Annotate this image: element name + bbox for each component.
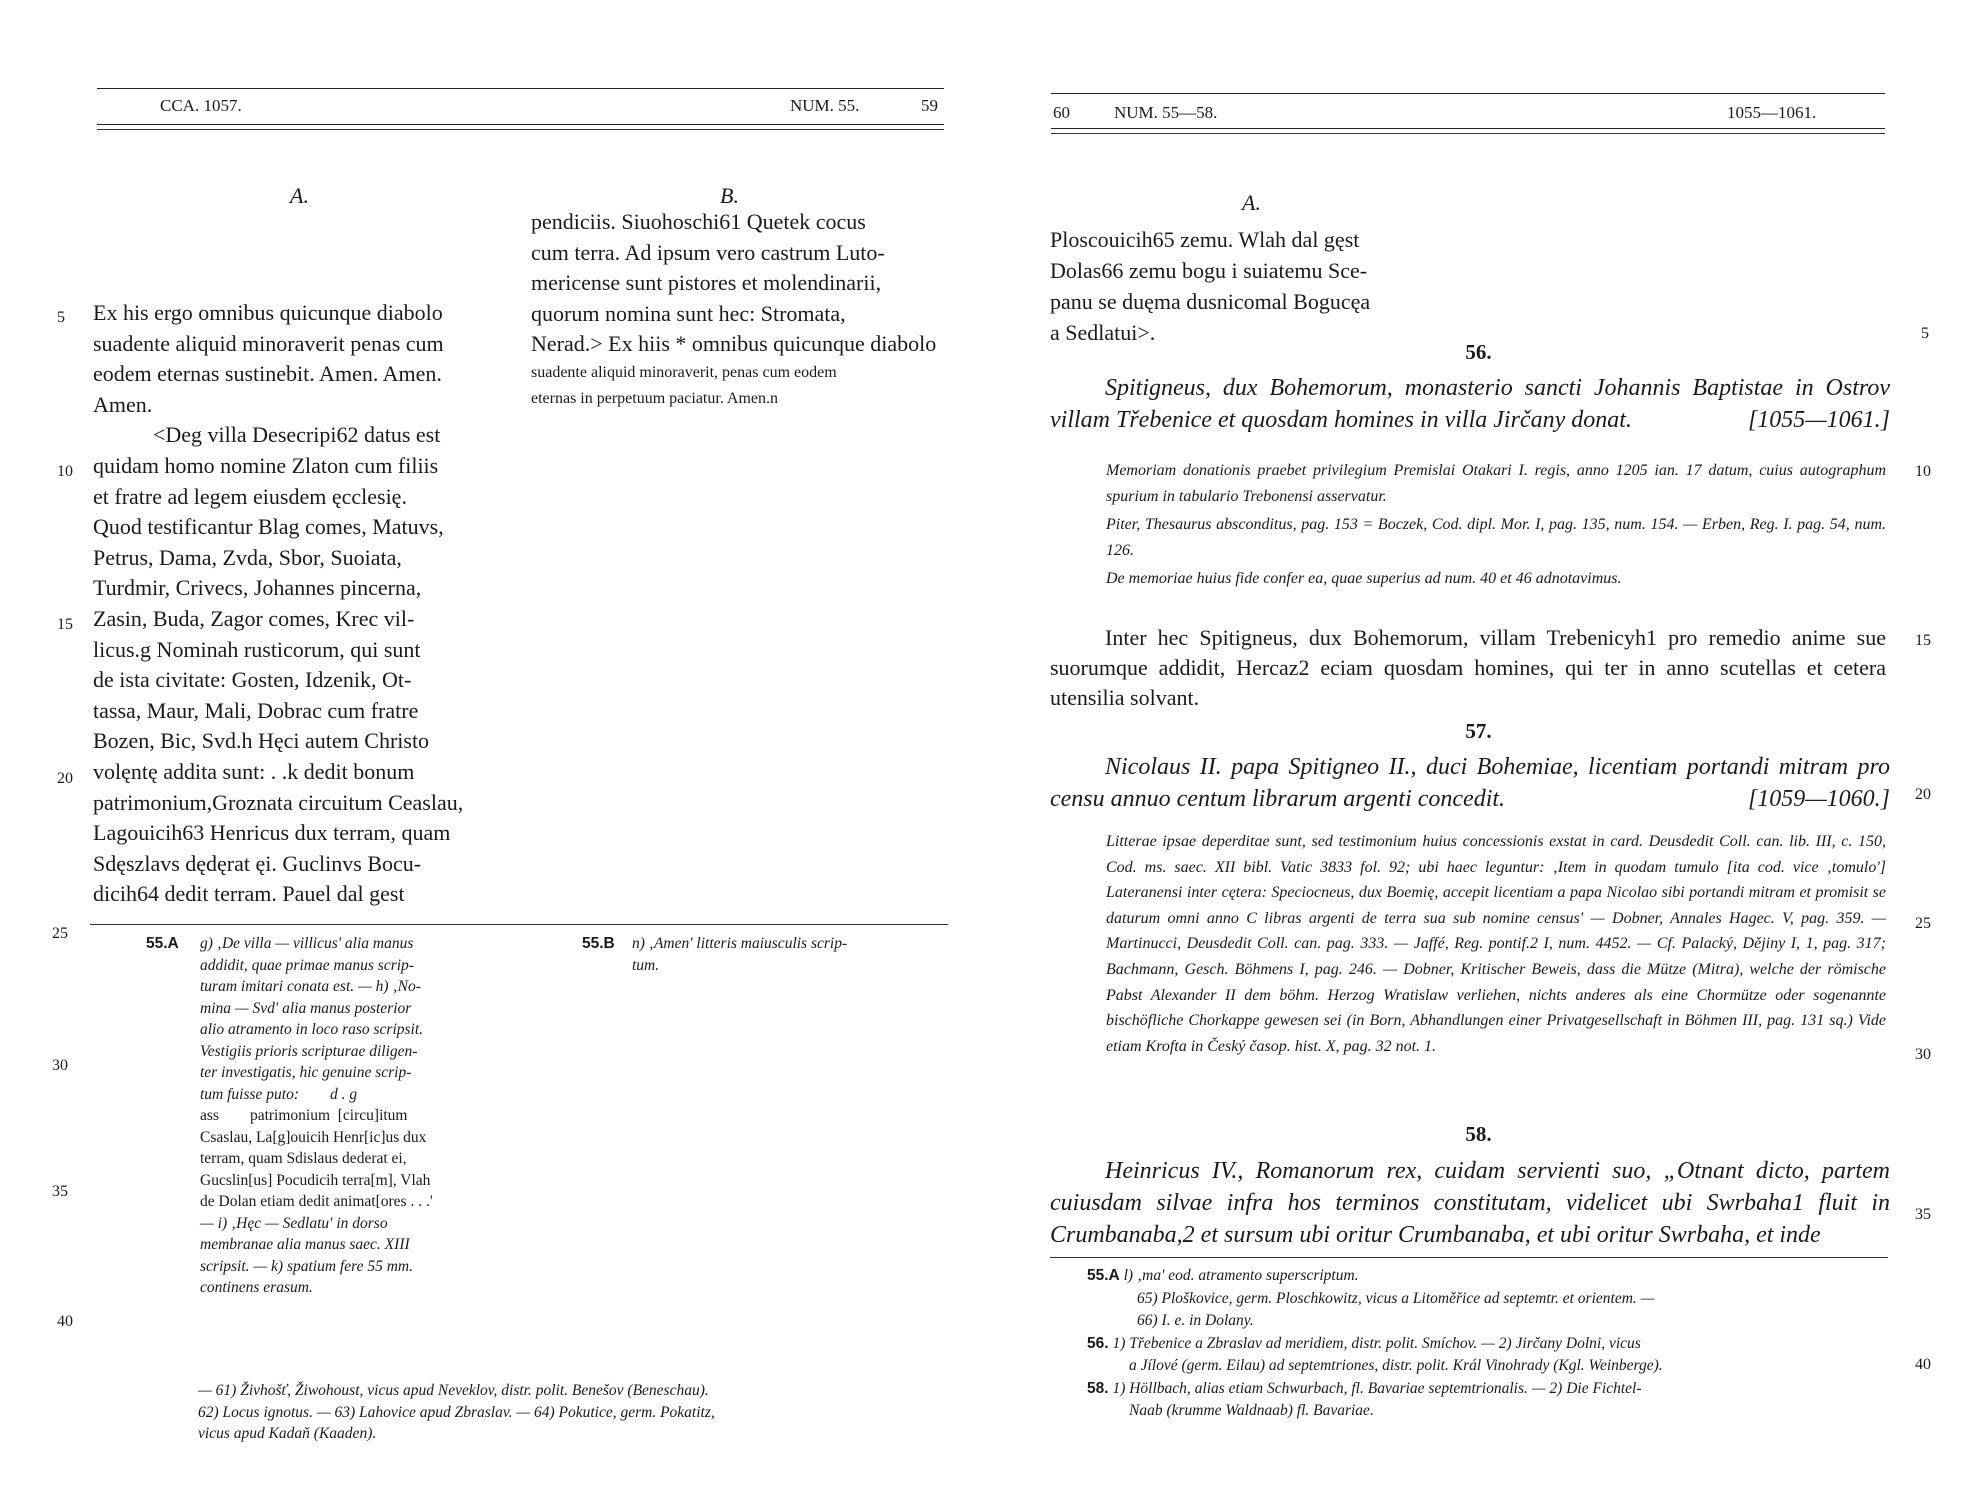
text-line: Turdmir, Crivecs, Johannes pincerna, <box>93 575 422 601</box>
header-rule-bottom <box>97 124 944 125</box>
footnotes <box>1087 1265 1887 1423</box>
text-line: Petrus, Dama, Zvda, Sbor, Suoiata, <box>93 544 402 570</box>
line-number: 10 <box>1915 463 1931 480</box>
text-line: de ista civitate: Gosten, Idzenik, Ot- <box>93 667 412 693</box>
header-center: NUM. 55—58. <box>1114 103 1218 122</box>
footnote-line: n) ‚Amen' litteris maiusculis scrip- <box>632 935 848 952</box>
line-number: 30 <box>52 1057 68 1074</box>
line-number: 35 <box>52 1183 68 1200</box>
text-line: quidam homo nomine Zlaton cum filiis <box>93 452 439 478</box>
line-number: 40 <box>57 1313 73 1330</box>
line-number: 15 <box>57 616 73 633</box>
footnote-text: 66) I. e. in Dolany. <box>1137 1312 1254 1329</box>
text-line: Dolas66 zemu bogu i suiatemu Sce- <box>1050 258 1368 283</box>
footnote-text: a Jílové (germ. Eilau) ad septemtriones, distr. polit. Král Vinohrady (Kgl. Weinberge). <box>1129 1357 1663 1374</box>
footnote-line <box>1087 1310 1887 1333</box>
text-line: eodem eternas sustinebit. Amen. Amen. <box>93 361 442 387</box>
footnote-rule <box>90 924 948 925</box>
regest-text: Spitigneus, dux Bohemorum, monasterio sancti Johannis Baptistae in Ostrov villam Třebenice et quosdam homines in villa Jirčany donat. <box>1050 375 1890 433</box>
footnote-bottom <box>198 1380 948 1445</box>
text-line: patrimonium,Groznata circuitum Ceaslau, <box>93 789 464 815</box>
header-rule-top <box>97 88 944 89</box>
line-number: 35 <box>1915 1206 1931 1223</box>
section-regest <box>1050 1155 1890 1251</box>
text-line: Bozen, Bic, Svd.h Hęci autem Christo <box>93 728 430 754</box>
footnote-line: membranae alia manus saec. XIII <box>200 1236 410 1253</box>
text-line: quorum nomina sunt hec: Stromata, <box>531 300 846 326</box>
footnote-line <box>1087 1333 1887 1356</box>
regest-text: Nicolaus II. papa Spitigneo II., duci Bohemiae, licentiam portandi mitram pro censu annuo centum librarum argenti concedit. <box>1050 754 1890 812</box>
text-line: Quod testificantur Blag comes, Matuvs, <box>93 514 444 540</box>
right-page <box>989 0 1978 1500</box>
text-line: dicih64 dedit terram. Pauel dal gest <box>93 881 405 907</box>
text-line: Ex his ergo omnibus quicunque diabolo <box>93 300 443 325</box>
footnote-line: — 61) Živhošť, Žiwohoust, vicus apud Neveklov, distr. polit. Benešov (Beneschau). <box>198 1382 709 1399</box>
header-left: CCA. 1057. <box>160 96 242 115</box>
footnote-label: 56. <box>1087 1334 1109 1352</box>
column-b-text <box>531 207 943 412</box>
footnote-label: 55.A <box>1087 1267 1120 1284</box>
line-number: 25 <box>52 925 68 942</box>
text-line: <Deg villa Desecripi62 datus est <box>153 422 441 448</box>
text-line: licus.g Nominah rusticorum, qui sunt <box>93 636 421 662</box>
footnote-b-label: 55.B <box>582 935 615 952</box>
column-a-text <box>93 298 503 910</box>
header-rule-bottom <box>1051 128 1885 129</box>
section-number: 56. <box>1465 340 1492 364</box>
section-number: 58. <box>1465 1122 1492 1146</box>
footnote-a-label: 55.A <box>146 935 179 952</box>
column-a-label: A. <box>290 183 309 208</box>
text-line: suadente aliquid minoraverit penas cum <box>93 330 444 356</box>
text-line: Ploscouicih65 zemu. Wlah dal gęst <box>1050 227 1360 252</box>
text-line: suadente aliquid minoraverit, penas cum eodem <box>531 363 837 381</box>
intro-text <box>1050 224 1455 348</box>
footnote-line <box>1087 1355 1887 1378</box>
footnote-line: scripsit. — k) spatium fere 55 mm. <box>200 1257 413 1275</box>
text-line: cum terra. Ad ipsum vero castrum Luto- <box>531 239 885 265</box>
section-body: Inter hec Spitigneus, dux Bohemorum, villam Trebenicyh1 pro remedio anime sue suorumque addidit, Hercaz2 eciam quosdam homines, qui ter in anno scutellas et cetera utensilia solvant. <box>1050 625 1886 710</box>
note-paragraph: Memoriam donationis praebet privilegium Premislai Otakari I. regis, anno 1205 ian. 17 datum, cuius autographum spurium in tabulario Trebonensi asservatur. <box>1106 462 1886 505</box>
text-line: et fratre ad legem eiusdem ęcclesię. <box>93 483 407 509</box>
line-number: 20 <box>1915 786 1931 803</box>
footnote-line: 62) Locus ignotus. — 63) Lahovice apud Zbraslav. — 64) Pokutice, germ. Pokatitz, <box>198 1403 715 1421</box>
footnote-line <box>1087 1400 1887 1423</box>
footnote-line: addidit, quae primae manus scrip- <box>200 956 414 974</box>
line-number: 5 <box>57 309 65 326</box>
footnote-rule <box>1050 1257 1888 1258</box>
footnote-line <box>1087 1265 1887 1288</box>
text-line: Amen. <box>93 391 153 417</box>
section-number: 57. <box>1465 719 1492 743</box>
footnote-line: terram, quam Sdislaus dederat ei, <box>200 1150 407 1167</box>
footnote-text: 1) Třebenice a Zbraslav ad meridiem, distr. polit. Smíchov. — 2) Jirčany Dolni, vicus <box>1112 1334 1641 1352</box>
page-number: 59 <box>921 96 938 115</box>
text-line: pendiciis. Siuohoschi61 Quetek cocus <box>531 209 866 234</box>
column-a-label: A. <box>1242 190 1261 215</box>
line-number: 5 <box>1921 325 1929 342</box>
footnote-line: turam imitari conata est. — h) ‚No- <box>200 978 421 995</box>
page-number: 60 <box>1053 103 1070 122</box>
text-line: Zasin, Buda, Zagor comes, Krec vil- <box>93 605 415 631</box>
line-number: 30 <box>1915 1046 1931 1063</box>
text-line: a Sedlatui>. <box>1050 320 1156 345</box>
line-number: 20 <box>57 770 73 787</box>
section-regest <box>1050 751 1890 815</box>
footnote-line: alio atramento in loco raso scripsit. <box>200 1021 424 1038</box>
section-date: [1059—1060.] <box>1747 786 1890 812</box>
note-paragraph: Piter, Thesaurus absconditus, pag. 153 = Boczek, Cod. dipl. Mor. I, pag. 135, num. 154. — Erben, Reg. I. pag. 54, num. 126. <box>1106 516 1886 559</box>
line-number: 40 <box>1915 1356 1931 1373</box>
footnote-text: l) ‚ma' eod. atramento superscriptum. <box>1123 1267 1359 1284</box>
line-number: 10 <box>57 463 73 480</box>
footnote-line: Vestigiis prioris scripturae diligen- <box>200 1042 418 1060</box>
text-line: panu se duęma dusnicomal Bogucęa <box>1050 289 1371 314</box>
header-right: 1055—1061. <box>1727 103 1817 122</box>
text-line: Sdęszlavs dędęrat ęi. Guclinvs Bocu- <box>93 850 422 876</box>
text-line: volęntę addita sunt: . .k dedit bonum <box>93 758 415 784</box>
header-center: NUM. 55. <box>790 96 860 115</box>
footnote-line: tum. <box>632 956 660 974</box>
footnote-line: mina — Svd' alia manus posterior <box>200 999 412 1017</box>
footnote-line: de Dolan etiam dedit animat[ores . . .' <box>200 1193 433 1210</box>
column-b-label: B. <box>720 183 739 208</box>
footnote-text: 65) Ploškovice, germ. Ploschkowitz, vicus a Litoměřice ad septemtr. et orientem. — <box>1137 1289 1655 1307</box>
footnote-line: Csaslau, La[g]ouicih Henr[ic]us dux <box>200 1128 427 1146</box>
text-line: mericense sunt pistores et molendinarii, <box>531 270 882 296</box>
footnote-line: ter investigatis, hic genuine scrip- <box>200 1064 412 1081</box>
section-note: Litterae ipsae deperditae sunt, sed testimonium huius concessionis exstat in card. Deusdedit Coll. can. lib. III, c. 150, Cod. ms. saec. XII bibl. Vatic 3833 fol. 92; ubi haec leguntur: ‚Item in quodam tumulo [ita cod. vice ‚tomulo'] Lateranensi inter cętera: Speciocneus, dux Boemię, accepit licentiam a papa Nicolao sibi portandi mitram et promisit se daturum omni anno C libras argenti de terra sua sub nomine census' — Dobner, Annales Hagec. V, pag. 359. — Martinucci, Deusdedit Coll. can. pag. 333. — Jaffé, Reg. pontif.2 I, num. 4452. — Cf. Palacký, Dějiny I, 1, pag. 317; Bachmann, Gesch. Böhmens I, pag. 246. — Dobner, Kritischer Beweis, dass die Mütze (Mitra), welche der römische Pabst Alexander II dem böhm. Herzog Wratislaw verliehen, nichts anderes als eine Chormütze oder sogenannte bischöfliche Chorkappe gewesen sei (in Born, Abhandlungen einer Privatgesellschaft in Böhmen III, pag. 131 sq.) Vide etiam Krofta in Český časop. hist. X, pag. 32 not. 1. <box>1106 833 1886 1055</box>
footnote-line: Gucslin[us] Pocudicih terra[m], Vlah <box>200 1171 431 1189</box>
header-rule-top <box>1051 93 1885 94</box>
text-line: Lagouicih63 Henricus dux terram, quam <box>93 820 451 846</box>
footnote-b <box>632 933 932 976</box>
footnote-line: tum fuisse puto: d . g <box>200 1085 358 1103</box>
footnote-line: — i) ‚Hęc — Sedlatu' in dorso <box>200 1214 388 1232</box>
footnote-a <box>200 933 500 1299</box>
section-regest <box>1050 372 1890 436</box>
text-line: tassa, Maur, Mali, Dobrac cum fratre <box>93 697 419 723</box>
header-rule-bottom-2 <box>1051 133 1885 134</box>
text-line: eternas in perpetuum paciatur. Amen.n <box>531 389 779 407</box>
note-paragraph: De memoriae huius fide confer ea, quae superius ad num. 40 et 46 adnotavimus. <box>1106 570 1622 587</box>
section-date: [1055—1061.] <box>1747 407 1890 433</box>
text-line: Nerad.> Ex hiis * omnibus quicunque diabolo <box>531 331 937 357</box>
footnote-line: ass patrimonium [circu]itum <box>200 1107 408 1124</box>
line-number: 25 <box>1915 915 1931 932</box>
regest-text: Heinricus IV., Romanorum rex, cuidam servienti suo, „Otnant dicto, partem cuiusdam silvae infra hos terminos constitutam, videlicet ubi Swrbaha1 fluit in Crumbanaba,2 et sursum ubi oritur Crumbanaba, et ubi oritur Swrbaha, et inde <box>1050 1158 1890 1248</box>
footnote-label: 58. <box>1087 1379 1109 1397</box>
header-rule-bottom-2 <box>97 129 944 130</box>
section-note <box>1106 458 1886 592</box>
footnote-text: Naab (krumme Waldnaab) fl. Bavariae. <box>1129 1402 1374 1419</box>
footnote-line <box>1087 1378 1887 1401</box>
line-number: 15 <box>1915 632 1931 649</box>
footnote-line: vicus apud Kadaň (Kaaden). <box>198 1425 377 1442</box>
footnote-line <box>1087 1288 1887 1311</box>
footnote-line: g) ‚De villa — villicus' alia manus <box>200 935 414 952</box>
footnote-line: continens erasum. <box>200 1279 313 1296</box>
footnote-text: 1) Höllbach, alias etiam Schwurbach, fl. Bavariae septemtrionalis. — 2) Die Fichtel- <box>1112 1379 1642 1397</box>
